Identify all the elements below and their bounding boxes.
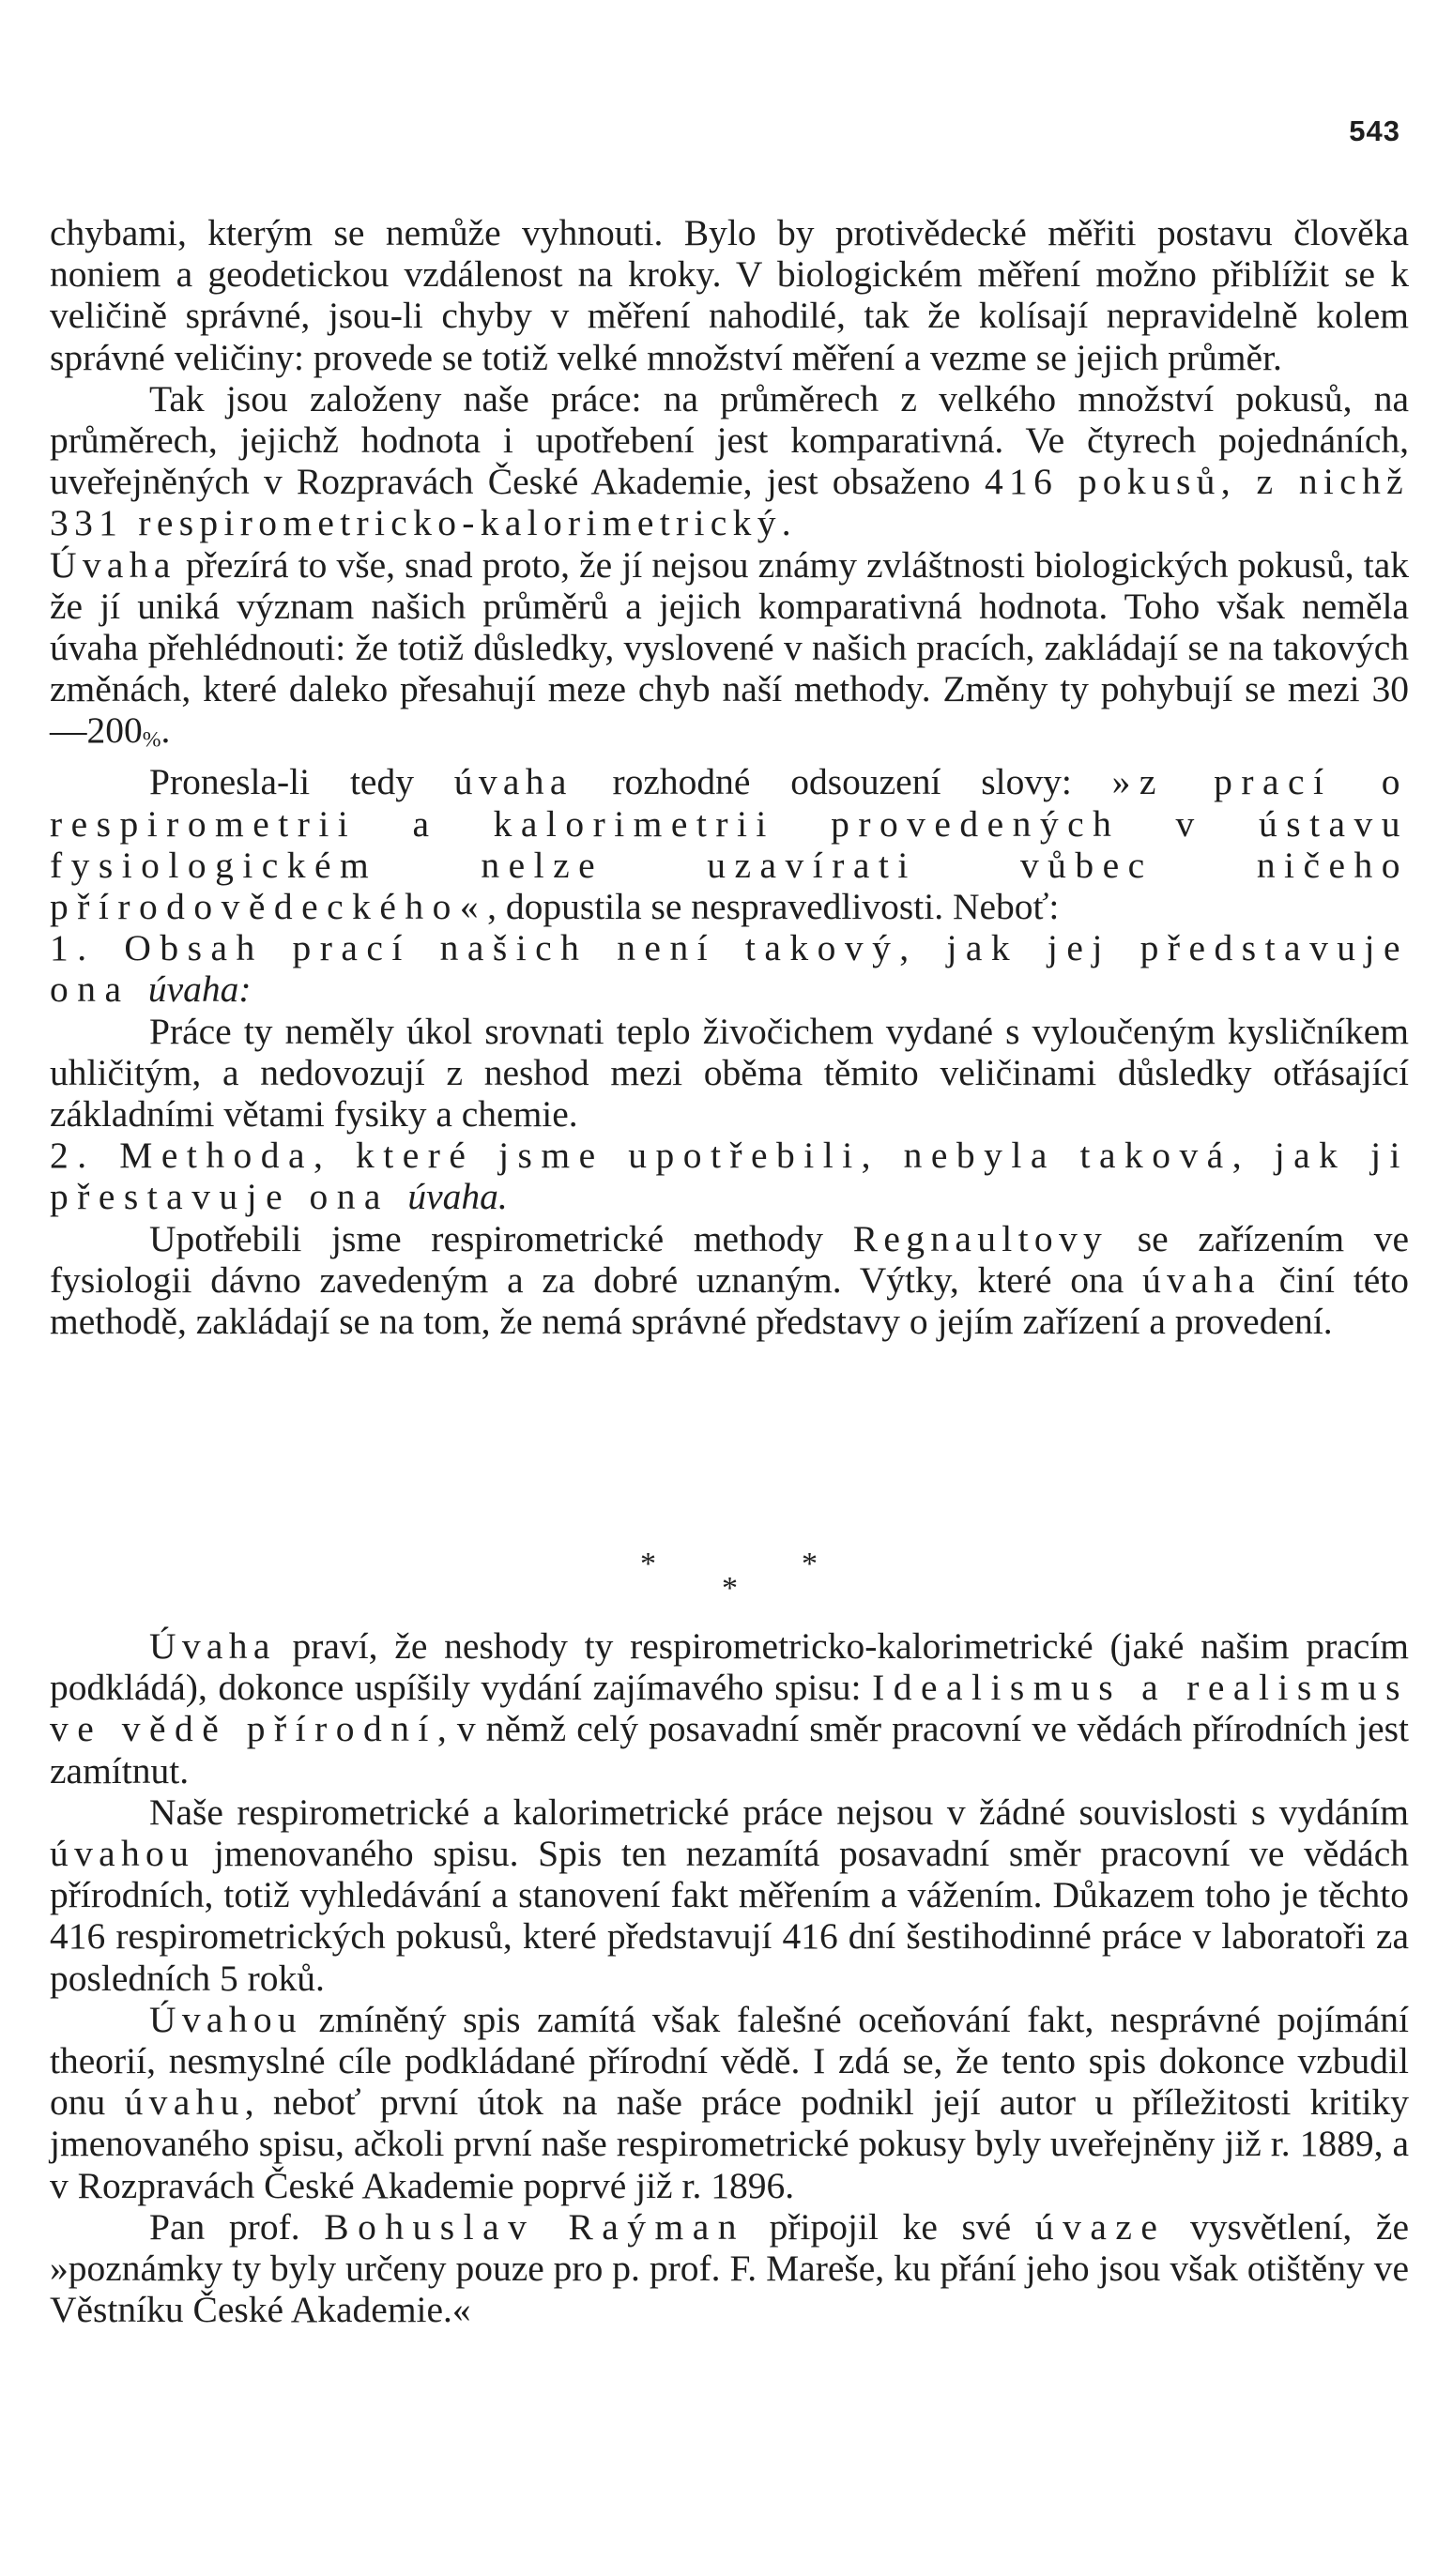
emphasized-text: úvaha — [453, 761, 573, 803]
emphasized-text: Úvaha — [50, 543, 176, 586]
percent-sign: % — [142, 728, 161, 754]
paragraph-uvaha-ignores — [50, 544, 1409, 762]
text-block-lower — [50, 1625, 1409, 2330]
paragraph-text: Upotřebili jsme respirometrické methody — [149, 1217, 853, 1259]
paragraph-idealism — [50, 1625, 1409, 1791]
paragraph-text: Pronesla-li tedy — [149, 761, 454, 803]
paragraph-text: jmenovaného spisu. Spis ten nezamítá posavadní směr pracovní ve vědách přírodních, totiž vyhledávání a stanovení fakt měřením a vážením. Důkazem toho je těchto 416 respirometrických pokusů, které představují 416 dní šestihodinné práce v laboratoři za posledních 5 roků. — [50, 1833, 1409, 1999]
page-number: 543 — [1349, 114, 1400, 147]
paragraph-work-purpose — [50, 1011, 1409, 1136]
paragraph-text: chybami, kterým se nemůže vyhnouti. Bylo by protivědecké měřiti postavu člověka noniem a geodetickou vzdálenost na kroky. V biologickém měření možno přiblížit se k veličině správné, jsou-li chyby v měření nahodilé, tak že kolísají nepravidelně kolem správné veličiny: provede se totiž velké množství měření a vezme se jejich průměr. — [50, 212, 1409, 378]
separator-star: * — [640, 1547, 656, 1581]
emphasized-text: úvaze — [1034, 2205, 1167, 2248]
person-name: Bohuslav Raýman — [324, 2205, 745, 2248]
paragraph-text: Tak jsou založeny naše práce: na průměrech z velkého množství pokusů, na průměrech, jejichž hodnota i upotřebení jest komparativná. Ve čtyrech pojednáních, uveřejněných v Rozpravách České Akademie, jest obsaženo — [50, 377, 1409, 503]
italic-text: úvaha: — [147, 968, 252, 1011]
paragraph-methods — [50, 1218, 1409, 1343]
paragraph-text: se zařízením ve fysiologii dávno zavedeným a za dobré uznaným. Výtky, které ona — [50, 1217, 1409, 1301]
paragraph-no-connection — [50, 1791, 1409, 1999]
paragraph-text: Pan prof. — [149, 2205, 325, 2248]
paragraph-text: . — [161, 709, 171, 752]
paragraph-condemnation — [50, 761, 1409, 927]
italic-text: úvaha. — [407, 1176, 508, 1218]
asterism-separator — [0, 1539, 1453, 1614]
emphasized-text: úvaha — [1142, 1258, 1261, 1301]
numbered-point-2 — [50, 1135, 1409, 1217]
emphasized-text: Regnaultovy — [852, 1217, 1109, 1259]
paragraph-text: zmíněný spis zamítá však falešné oceňování fakt, nesprávné pojímání theorií, nesmyslné cíle podkládané přírodní vědě. I zdá se, že tento spis dokonce vzbudil onu — [50, 1998, 1409, 2124]
paragraph-text: Naše respirometrické a kalorimetrické práce nejsou v žádné souvislosti s vydáním — [149, 1791, 1409, 1833]
quoted-text: »z prací o respirometrii a kalorimetrii provedených v ústavu fysiologickém nelze uzavírati vůbec ničeho přírodovědeckého« — [50, 761, 1409, 927]
paragraph-averages — [50, 378, 1409, 544]
emphasized-text: úvahou — [50, 1833, 195, 1875]
paragraph-text: činí této methodě, zakládají se na tom, že nemá správné představy o jejím zařízení a provedení. — [50, 1258, 1409, 1343]
emphasized-text: Úvaha — [149, 1625, 276, 1667]
paragraph-text: přezírá to vše, snad proto, že jí nejsou známy zvláštnosti biologických pokusů, tak že jí uniká význam našich průměrů a jejich komparativná hodnota. Toho však neměla úvaha přehlédnouti: že totiž důsledky, vyslovené v našich pracích, zakládají se na takových změnách, které daleko přesahují meze chyb naší methody. Změny ty pohybují se mezi 30—200 — [50, 543, 1409, 752]
separator-star: * — [802, 1547, 818, 1581]
paragraph-text: , neboť první útok na naše práce podnikl její autor u příležitosti kritiky jmenovaného spisu, ačkoli první naše respirometrické pokusy byly uveřejněny již r. 1889, a v Rozpravách České Akademie poprvé již r. 1896. — [50, 2081, 1409, 2206]
paragraph-text: , dopustila se nespravedlivosti. Neboť: — [487, 885, 1060, 927]
emphasized-text: úvahu — [124, 2081, 245, 2124]
paragraph-text: vysvětlení, že »poznámky ty byly určeny pouze pro p. prof. F. Mareše, ku přání jeho jsou však otištěny ve Věstníku České Akademie.« — [50, 2205, 1409, 2331]
emphasized-text: Úvahou — [149, 1998, 302, 2040]
emphasized-text: 1. Obsah prací našich není takový, jak jej představuje ona — [50, 927, 1409, 1011]
paragraph-text: připojil ke své — [744, 2205, 1035, 2248]
paragraph-continuation — [50, 212, 1409, 378]
paragraph-text: , v němž celý posavadní směr pracovní ve vědách přírodních jest zamítnut. — [50, 1708, 1409, 1791]
emphasized-text: 2. Methoda, které jsme upotřebili, nebyla taková, jak ji přestavuje ona — [50, 1135, 1409, 1218]
paragraph-rayman — [50, 2206, 1409, 2331]
numbered-point-1 — [50, 927, 1409, 1010]
book-title: Idealismus a realismus ve vědě přírodní — [50, 1667, 1409, 1750]
paragraph-false-valuation — [50, 1999, 1409, 2206]
paragraph-text: rozhodné odsouzení slovy: — [572, 761, 1112, 803]
separator-star: * — [722, 1571, 738, 1606]
paragraph-text: Práce ty neměly úkol srovnati teplo živočichem vydané s vyloučeným kysličníkem uhličitým, a nedovozují z neshod mezi oběma těmito veličinami důsledky otřásající základními větami fysiky a chemie. — [50, 1010, 1409, 1135]
paragraph-text: praví, že neshody ty respirometricko-kalorimetrické (jaké našim pracím podkládá), dokonce uspíšily vydání zajímavého spisu: — [50, 1625, 1409, 1709]
emphasized-text: 416 pokusů, z nichž 331 respirometricko-kalorimetrický. — [50, 461, 1409, 544]
text-block-upper — [50, 212, 1409, 1342]
